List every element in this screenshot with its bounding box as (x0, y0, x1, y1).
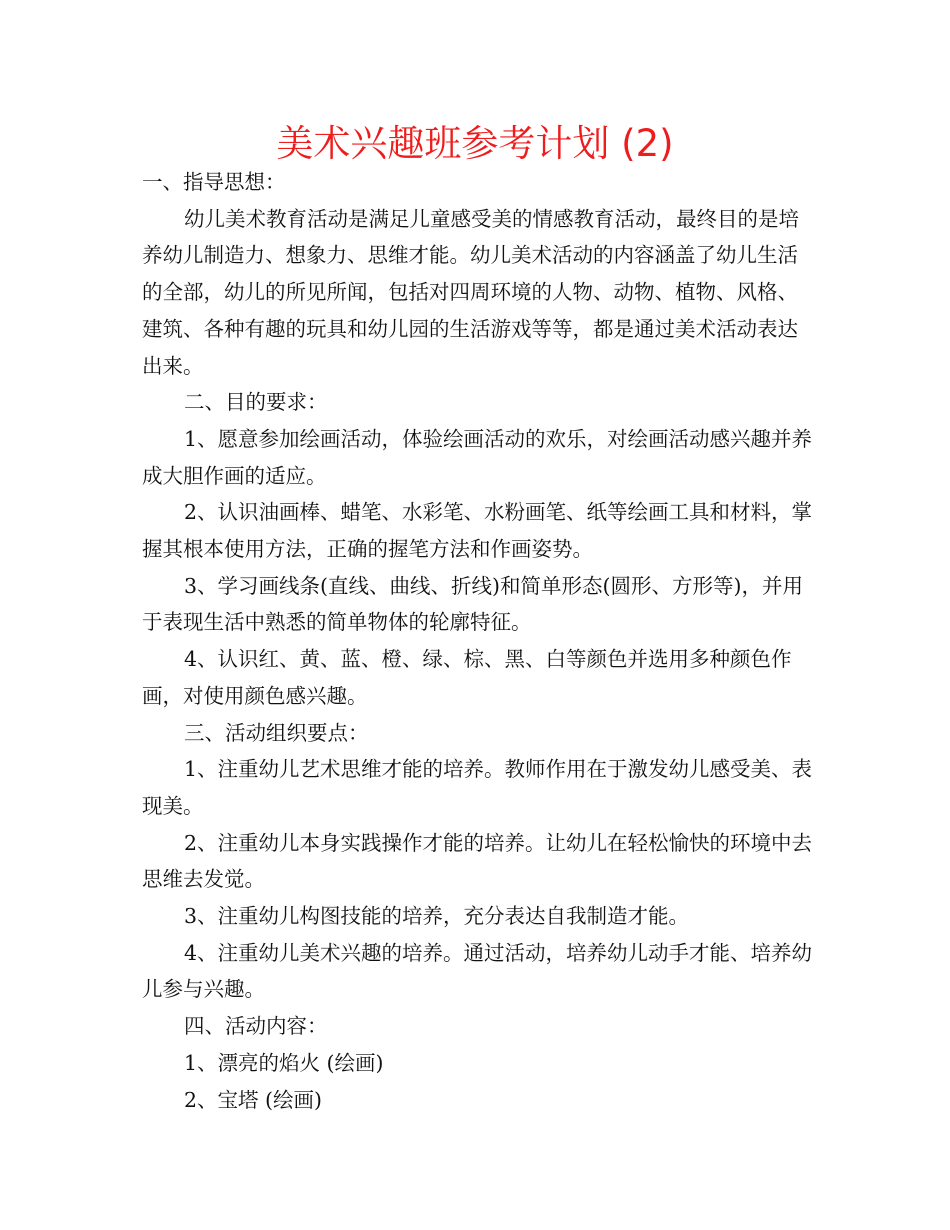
list-item-objective-2: 2、认识油画棒、蜡笔、水彩笔、水粉画笔、纸等绘画工具和材料，掌握其根本使用方法，正确的握笔方法和作画姿势。 (142, 500, 813, 562)
list-item-objective-1: 1、愿意参加绘画活动，体验绘画活动的欢乐，对绘画活动感兴趣并养成大胆作画的适应。 (142, 426, 813, 488)
list-item-objective-4: 4、认识红、黄、蓝、橙、绿、棕、黑、白等颜色并选用多种颜色作画，对使用颜色感兴趣。 (142, 647, 792, 708)
section-heading-objectives: 二、目的要求： (184, 390, 328, 415)
section-heading-activity-content: 四、活动内容： (184, 1014, 328, 1039)
document-body (142, 164, 814, 1118)
list-item-key-point-4: 4、注重幼儿美术兴趣的培养。通过活动，培养幼儿动手才能、培养幼儿参与兴趣。 (142, 940, 813, 1002)
paragraph-guiding-ideology: 幼儿美术教育活动是满足儿童感受美的情感教育活动，最终目的是培养幼儿制造力、想象力、思维才能。幼儿美术活动的内容涵盖了幼儿生活的全部，幼儿的所见所闻，包括对四周环境的人物、动物、植物、风格、建筑、各种有趣的玩具和幼儿园的生活游戏等等，都是通过美术活动表达出来。 (142, 206, 799, 378)
list-item-objective-3: 3、学习画线条(直线、曲线、折线)和简单形态(圆形、方形等)，并用于表现生活中熟悉的简单物体的轮廓特征。 (142, 573, 804, 635)
list-item-activity-1: 1、漂亮的焰火 (绘画) (184, 1050, 384, 1075)
section-heading-key-points: 三、活动组织要点： (184, 720, 369, 745)
list-item-activity-2: 2、宝塔 (绘画) (184, 1087, 323, 1112)
list-item-key-point-2: 2、注重幼儿本身实践操作才能的培养。让幼儿在轻松愉快的环境中去思维去发觉。 (142, 830, 813, 892)
section-heading-guiding-ideology: 一、指导思想： (142, 170, 286, 194)
list-item-key-point-3: 3、注重幼儿构图技能的培养，充分表达自我制造才能。 (184, 904, 690, 929)
list-item-key-point-1: 1、注重幼儿艺术思维才能的培养。教师作用在于激发幼儿感受美、表现美。 (142, 757, 813, 818)
document-title: 美术兴趣班参考计划 (2) (276, 122, 674, 165)
